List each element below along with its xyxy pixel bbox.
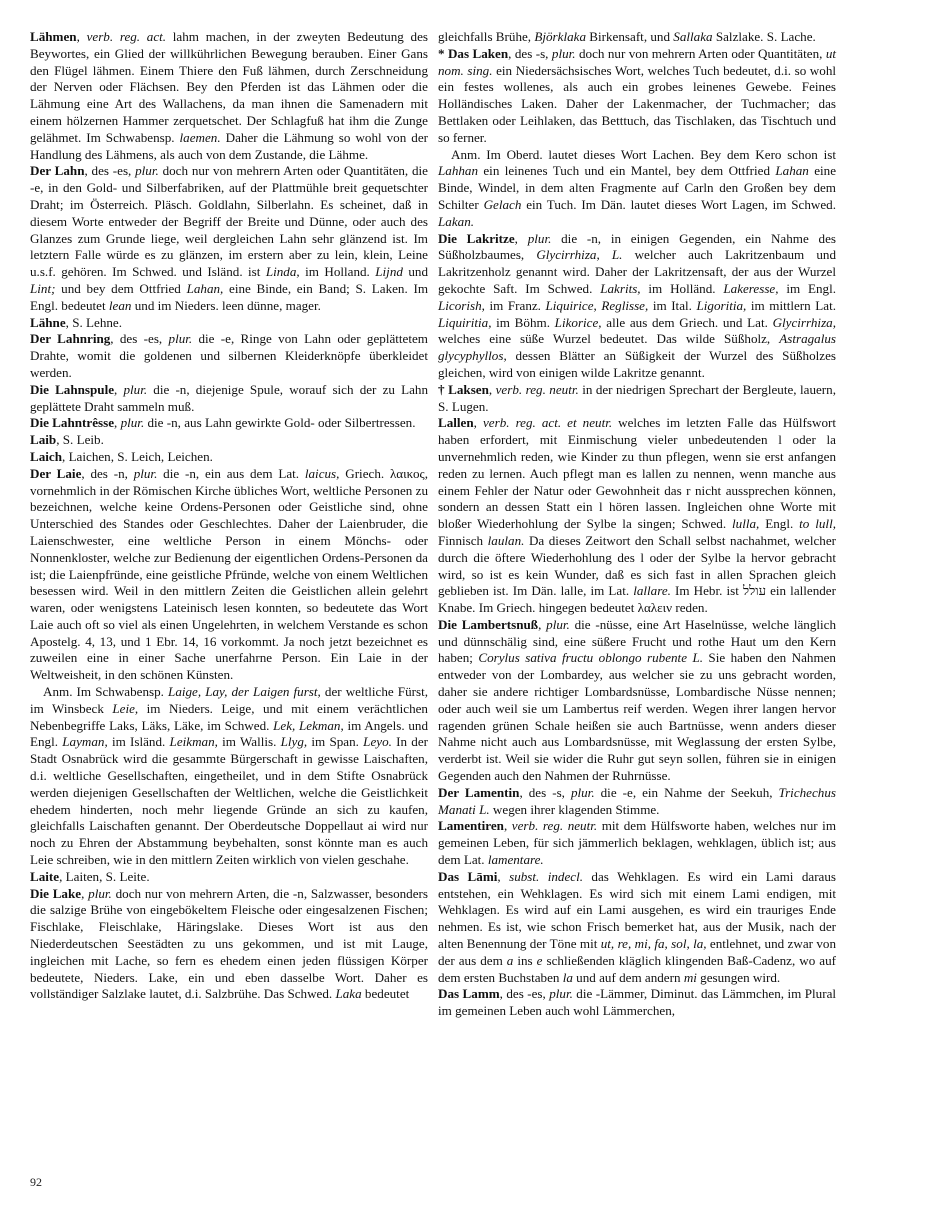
entry-text: , <box>473 415 483 431</box>
entry-text: ein Niedersächsisches Wort, welches Tuch bedeutet, d.i. so wohl ein festes wollenes, als auch ein grobes leinenes Gewebe. Feines Holländisches Laken. Daher der Lakenmacher, der Tuchmacher; das Bettlaken oder Leihlaken, das Betttuch, das Tischlaken, das Tischtuch und so ferner. <box>438 62 836 145</box>
dictionary-entry <box>30 315 428 332</box>
entry-text: doch nur von mehrern Arten, die -n, Salzwasser, besonders die salzige Brühe von eingebökeltem Fleische oder eingesalzenen Fischen; Fischlake, Fleischlake, Häringslake. Dieses Wort ist aus den Niederdeutschen Seestädten zu uns gekommen, und ist mit Lauge, ingleichen mit Lache, so fern es ehedem einen jeden flüssigen Körper bedeutete, Nieders. Lake, ein und eben dasselbe Wort. Daher es vollständiger Salzlake lautet, d.i. Salzbrühe. Das Schwed. <box>30 885 428 1002</box>
italic-text: Glycirrhiza, <box>772 314 836 330</box>
headword: Die Lahnspule <box>30 381 115 397</box>
headword: Die Lambertsnuß <box>438 616 539 632</box>
entry-text: , des -s, <box>519 784 571 800</box>
entry-text: welches im letzten Falle das Hülfswort haben erfordert, mit Einmischung vieler unbedeutenden l oder la unvernehmlich reden, wie Kinder zu thun pflegen, wenn sie erst anfangen reden zu lernen. Auch pflegt man es lallen zu nennen, wenn manche aus einem Fehler der Natur oder Gewohnheit das r nicht aussprechen können, sondern an dessen Statt ein l hören lassen. Ingleichen ohne Worte mit bloßer Wiederhohlung der Sylbe la singen; Schwed. <box>438 415 837 532</box>
italic-text: verb. reg. act. et neutr. <box>482 415 613 431</box>
headword: Lähmen <box>30 29 77 44</box>
italic-text: Björklaka <box>534 29 586 44</box>
entry-text: und im Nieders. leen dünne, mager. <box>131 297 321 313</box>
page-number: 92 <box>30 1175 42 1189</box>
entry-text: , <box>514 230 528 246</box>
headword: Der Laie <box>30 465 82 481</box>
italic-text: Lakrits, <box>600 280 641 296</box>
dictionary-entry <box>438 785 836 819</box>
entry-text: , <box>114 381 124 397</box>
entry-text: im Wallis. <box>217 734 281 750</box>
entry-text: Birkensaft, und <box>586 29 674 44</box>
entry-text: , des -es, <box>84 163 136 179</box>
entry-text: , des -es, <box>499 986 550 1002</box>
headword: Die Lakritze <box>438 230 515 246</box>
italic-text: Laige, Lay, der Laigen furst, <box>168 684 321 700</box>
entry-text: im Nieders. Leige, und mit einem verächtlichen Nebenbegriffe Laks, Läks, Läke, im Schwed. <box>30 700 428 733</box>
entry-text: das Wehklagen. Es wird ein Lami daraus entstehen, ein Wehklagen. Es wird sich mit einem Lami endigen, mit Wehklagen. Es wird auf ein Lami ausgehen, es wird ein trauriges Ende nehmen. Es ist, wie schon Frisch bemerket hat, aus der Musik, nach der alten Benennung der Töne mit <box>438 868 837 952</box>
italic-text: Lahhan <box>438 163 479 179</box>
italic-text: Linda, <box>265 264 300 280</box>
italic-text: plur. <box>546 616 570 632</box>
dictionary-entry <box>30 886 428 1004</box>
dictionary-entry <box>438 869 836 987</box>
entry-text: doch nur von mehrern Arten oder Quantitäten, die -e, in den Gold- und Silberfabriken, auf der Plattmühle breit gequetschter Draht; im Österreich. Pläsch. Goldlahn, Silberlahn. Es scheinet, daß in diesem Worte entweder der Begriff der Breite und Dünne, oder auch des Glanzes zum Grunde liege, weil dergleichen Lahn sehr glänzend ist. Im letztern Falle würde es zu glänzen, im erstern aber zu lein, klein, Leine u.s.f. gehören. Im Schwed. und Isländ. ist <box>30 163 428 280</box>
dictionary-entry <box>438 29 836 46</box>
italic-text: la <box>562 969 573 985</box>
italic-text: Lakan. <box>438 213 475 229</box>
italic-text: e <box>536 952 543 968</box>
italic-text: Liquiritia, <box>438 314 492 330</box>
entry-text: , S. Lehne. <box>65 314 123 330</box>
headword: Das Lāmi <box>438 868 498 884</box>
italic-text: Llyg, <box>280 734 308 750</box>
entry-text: entlehnet, und zwar von der aus dem <box>438 936 836 968</box>
entry-text: lahm machen, in der zweyten Bedeutung des Beywortes, ein Glied der willkührlichen Bewegung berauben. Einer Gans den Flügel lähmen. Einem Thiere den Fuß lähmen, durch Zerschneidung der Nerven oder Flächsen. Bey den Pferden ist das Lähmen oder die Lähmung eine Art des Wallachens, da man ihnen die Samenadern mit einem hölzernen Hammer zerquetschet. Der Schlagfuß hat ihm die Zunge gelähmet. Im Schwabensp. <box>30 29 428 145</box>
entry-text: im Holland. <box>299 264 376 280</box>
italic-text: to lull, <box>799 516 836 532</box>
headword: Lamentiren <box>438 818 504 834</box>
italic-text: Lek, Lekman, <box>273 717 344 733</box>
entry-text: und bey dem Ottfried <box>55 280 187 296</box>
headword: † Laksen <box>438 381 489 397</box>
italic-text: lulla, <box>732 516 760 532</box>
italic-text: Gelach <box>483 196 522 212</box>
dictionary-entry <box>438 46 836 147</box>
italic-text: verb. reg. neutr. <box>511 818 598 834</box>
entry-text: die -n, aus Lahn gewirkte Gold- oder Silbertressen. <box>144 415 416 431</box>
entry-text: die -nüsse, eine Art Haselnüsse, welche länglich und dünnschälig sind, eine süßere Frucht und rothe Haut um den Kern haben; <box>438 616 837 666</box>
entry-text: ein Tuch. Im Dän. lautet dieses Wort Lagen, im Schwed. <box>521 196 836 212</box>
entry-text: Da dieses Zeitwort den Schall selbst nachahmet, welcher durch die öftere Wiederhohlung des l oder der Sylbe la hervor gebracht wird, so ist es kein Wunder, daß es sich fast in allen Sprachen gleich geblieben ist. Im Dän. lalle, im Lat. <box>438 532 836 599</box>
italic-text: Sallaka <box>673 29 713 44</box>
entry-text: Finnisch <box>438 532 488 548</box>
dictionary-entry <box>30 415 428 432</box>
italic-text: mi <box>683 969 697 985</box>
dictionary-entry <box>438 818 836 868</box>
headword: Die Lake <box>30 885 82 901</box>
italic-text: Ligoritia, <box>696 297 747 313</box>
italic-text: Liquirice, Reglisse, <box>545 297 649 313</box>
entry-text: schließenden kläglich klingenden Baß-Cadenz, wo auf dem ersten Buchstaben <box>438 952 837 985</box>
entry-text: , <box>114 415 121 431</box>
entry-text: im Böhm. <box>491 314 555 330</box>
italic-text: Lakeresse, <box>723 280 779 296</box>
entry-text: die -Lämmer, Diminut. das Lämmchen, im Plural im gemeinen Leben auch wohl Lämmerchen, <box>438 986 837 1019</box>
entry-text: Griech. λαικος, vornehmlich in der Römischen Kirche übliches Wort, weltliche Personen zu bezeichnen, welche keine Ordens-Personen oder Geistliche sind, ohne Unterschied des Standes oder Geschlechtes. Daher der Laienbruder, die Laienschwester, eine weltliche Person in einem Mönchs- oder Nonnenkloster, welche zur Bedienung der eigentlichen Ordens-Personen da ist; die Laienpfründe, eine geistliche Pfründe, welche von einem Weltlichen besessen wird. Weil in den mittlern Zeiten die Geistlichen allein gelehrt waren, oder wenigstens Lateinisch lesen konnten, so bedeutete das Wort Laie auch oft so viel als einen Ungelehrten, in welchem Verstande es schon Apostelg. 4, 13, und 1 Ebr. 14, 16 vorkommt. Ja noch jetzt bezeichnet es zuweilen eine in einer Sache unerfahrne Person. Ein Laie in der Weltweisheit, in den schönen Künsten. <box>30 465 428 683</box>
headword: Der Lahn <box>30 163 85 179</box>
entry-text: , <box>503 818 512 834</box>
dictionary-entry <box>30 466 428 684</box>
entry-text: im Franz. <box>484 297 546 313</box>
entry-text: bedeutet <box>361 986 410 1002</box>
italic-text: lallare. <box>633 583 671 599</box>
entry-text: ein leinenes Tuch und ein Mantel, bey dem Ottfried <box>478 163 776 179</box>
dictionary-entry <box>30 29 428 163</box>
italic-text: Trichechus Manati L. <box>438 784 836 817</box>
entry-text: die -e, ein Nahme der Seekuh, <box>594 784 779 800</box>
italic-text: plur. <box>88 885 112 901</box>
headword: Der Lahnring <box>30 331 111 347</box>
headword: Der Lamentin <box>438 784 520 800</box>
entry-text: in der niedrigen Sprechart der Bergleute, lauern, S. Lugen. <box>438 381 836 414</box>
italic-text: plur. <box>133 465 158 481</box>
italic-text: subst. indecl. <box>509 868 583 884</box>
entry-text: im Holländ. <box>640 280 724 296</box>
entry-text: , <box>538 616 547 632</box>
entry-note <box>30 684 428 869</box>
entry-text: im Ital. <box>648 297 697 313</box>
italic-text: Leyo. <box>363 734 392 750</box>
entry-text: Daher die Lähmung so wohl von der Handlung des Lähmens, als auch von dem Zustande, die Lähme. <box>30 129 428 162</box>
entry-text: ins <box>513 952 537 968</box>
dictionary-entry <box>30 449 428 466</box>
italic-text: Leikman, <box>169 734 218 750</box>
entry-text: , Laichen, S. Leich, Leichen. <box>62 448 213 464</box>
italic-text: ut nom. sing. <box>438 45 836 78</box>
italic-text: plur. <box>168 331 193 347</box>
headword: Lallen <box>438 415 474 431</box>
headword: Laib <box>30 432 57 448</box>
entry-text: dessen Blätter an Süßigkeit der Wurzel des Süßholzes gleichen, wird von einigen wilde Lakritze genannt. <box>438 348 836 380</box>
italic-text: Lahan, <box>186 280 224 296</box>
italic-text: verb. reg. neutr. <box>495 381 579 397</box>
headword: Laite <box>30 868 60 884</box>
entry-text: gesungen wird. <box>696 969 781 985</box>
entry-text: Engl. <box>759 516 800 532</box>
italic-text: a <box>506 952 514 968</box>
italic-text: Lijnd <box>375 264 403 280</box>
entry-text: im Engl. <box>778 280 836 296</box>
italic-text: plur. <box>549 986 573 1002</box>
italic-text: ut, re, mi, fa, sol, la, <box>600 936 707 952</box>
italic-text: Likorice, <box>554 314 602 330</box>
italic-text: plur. <box>551 45 576 61</box>
entry-text: , des -n, <box>81 465 134 481</box>
entry-text: , <box>488 381 496 397</box>
entry-text: die -n, in einigen Gegenden, ein Nahme des Süßholzbaumes, <box>438 230 837 263</box>
italic-text: Layman, <box>62 734 108 750</box>
italic-text: laicus, <box>304 465 340 481</box>
italic-text: verb. reg. act. <box>86 29 167 44</box>
entry-text: und auf dem andern <box>572 969 684 985</box>
italic-text: laemen. <box>179 129 221 145</box>
headword: Das Lamm <box>438 986 500 1002</box>
entry-text: , S. Leib. <box>56 432 104 448</box>
dictionary-entry <box>30 432 428 449</box>
dictionary-entry <box>438 986 836 1020</box>
italic-text: plur. <box>570 784 595 800</box>
italic-text: Lint; <box>30 280 56 296</box>
headword: Laich <box>30 448 63 464</box>
entry-text: , des -s, <box>508 45 552 61</box>
headword: Die Lahntrêsse <box>30 415 115 431</box>
entry-text: , <box>81 885 89 901</box>
dictionary-entry <box>438 231 836 382</box>
entry-note <box>438 147 836 231</box>
italic-text: plur. <box>120 415 145 431</box>
entry-text: Salzlake. S. Lache. <box>712 29 816 44</box>
entry-text: , des -es, <box>110 331 169 347</box>
italic-text: Lahan <box>775 163 809 179</box>
italic-text: plur. <box>123 381 148 397</box>
italic-text: lean <box>108 297 132 313</box>
dictionary-entry <box>30 331 428 381</box>
italic-text: Corylus sativa fructu oblongo rubente L. <box>478 650 703 666</box>
headword: Lähne <box>30 314 66 330</box>
italic-text: laulan. <box>487 532 525 548</box>
italic-text: Laka <box>335 986 362 1002</box>
entry-text: im mittlern Lat. <box>746 297 836 313</box>
entry-text: wegen ihrer klagenden Stimme. <box>489 801 660 817</box>
dictionary-entry <box>30 869 428 886</box>
entry-text: , <box>76 29 87 44</box>
italic-text: plur. <box>135 163 159 179</box>
entry-text: Anm. Im Oberd. lautet dieses Wort Lachen. Bey dem Kero schon ist <box>451 146 836 162</box>
entry-text: welches eine süße Wurzel bedeutet. Das wilde Süßholz, <box>438 331 780 347</box>
entry-text: Im Hebr. ist עולל ein lallender Knabe. Im Griech. hingegen bedeutet λαλειν reden. <box>438 583 836 616</box>
entry-text: im Isländ. <box>107 734 170 750</box>
right-column <box>438 29 836 1020</box>
dictionary-entry <box>30 382 428 416</box>
entry-text: die -n, ein aus dem Lat. <box>157 465 305 481</box>
dictionary-entry <box>30 163 428 314</box>
entry-text: Sie haben den Nahmen entweder von der Lombardey, aus welcher sie zu uns gebracht worden, daher sie andere richtiger Lombardsnüsse, Lombardische Nüsse nennen; oder auch weil sie um Lambertus reif werden. Wegen ihrer langen hervor ragenden grünen Schale heißen sie auch Bartnüsse, wenn anders dieser Nahme nicht auch aus Lombardsnüsse, mit Weglassung der ersten Sylbe, verderbt ist. Weil sie wider die Ruhr gut seyn sollen, führen sie in einigen Gegenden auch den Nahmen der Ruhrnüsse. <box>438 650 836 784</box>
entry-text: eine Binde, Windel, in dem alten Fragmente auf Carln den Großen bey dem Schilter <box>438 163 837 212</box>
entry-text: welcher auch Lakritzenbaum und Lakritzenholz genannt wird. Daher der Lakritzensaft, der aus der Wurzel gekochte Saft. Im Schwed. <box>438 247 837 296</box>
entry-text: der weltliche Fürst, im Winsbeck <box>30 684 428 716</box>
entry-text: eine Binde, ein Band; S. Laken. Im Engl. bedeutet <box>30 280 429 313</box>
entry-text: im Angels. und Engl. <box>30 717 428 750</box>
italic-text: Leie, <box>112 700 139 716</box>
entry-text: die -n, diejenige Spule, worauf sich der zu Lahn geplättete Draht sammeln muß. <box>30 381 428 414</box>
entry-text: alle aus dem Griech. und Lat. <box>601 314 773 330</box>
entry-text: , <box>497 868 510 884</box>
entry-text: In der Stadt Osnabrück wird die gesammte Bürgerschaft in gewisse Laischaften, d.i. weltliche Gesellschaften, eingetheilet, und in dem Stifte Osnabrück werden diejenigen Gesellschaften der Weltlichen, welche die Geistlichkeit ehedem hinderten, noch mehr liegende Gründe an sich zu kaufen, gleichfalls Laischaften genannt. Der Oberdeutsche Doppellaut ai wird nur noch zu Ehren der Abstammung beybehalten, sonst könnte man es auch Leie schreiben, wie in den mittlern Zeiten wirklich von vielen geschahe. <box>30 734 429 868</box>
entry-text: die -e, Ringe von Lahn oder geplättetem Drahte, womit die goldenen und silbernen Kleiderknöpfe überkleidet werden. <box>30 331 428 380</box>
entry-text: , Laiten, S. Leite. <box>59 868 150 884</box>
italic-text: Glycirrhiza, L. <box>536 247 623 263</box>
entry-text: gleichfalls Brühe, <box>438 29 535 44</box>
italic-text: Astragalus glycyphyllos, <box>438 331 836 364</box>
entry-text: und <box>402 264 428 280</box>
left-column <box>30 29 428 1003</box>
dictionary-entry <box>438 617 836 785</box>
entry-text: Anm. Im Schwabensp. <box>43 684 169 700</box>
dictionary-entry <box>438 382 836 416</box>
headword: * Das Laken <box>438 45 509 61</box>
dictionary-entry <box>438 415 836 617</box>
italic-text: lamentare. <box>487 852 544 868</box>
italic-text: Licorish, <box>438 297 485 313</box>
entry-text: im Span. <box>307 734 364 750</box>
entry-text: doch nur von mehrern Arten oder Quantitäten, <box>575 45 826 61</box>
italic-text: plur. <box>527 230 552 246</box>
entry-text: mit dem Hülfsworte haben, welches nur im gemeinen Leben, für sich jämmerlich beklagen, wehklagen, üblich ist; aus dem Lat. <box>438 818 837 868</box>
